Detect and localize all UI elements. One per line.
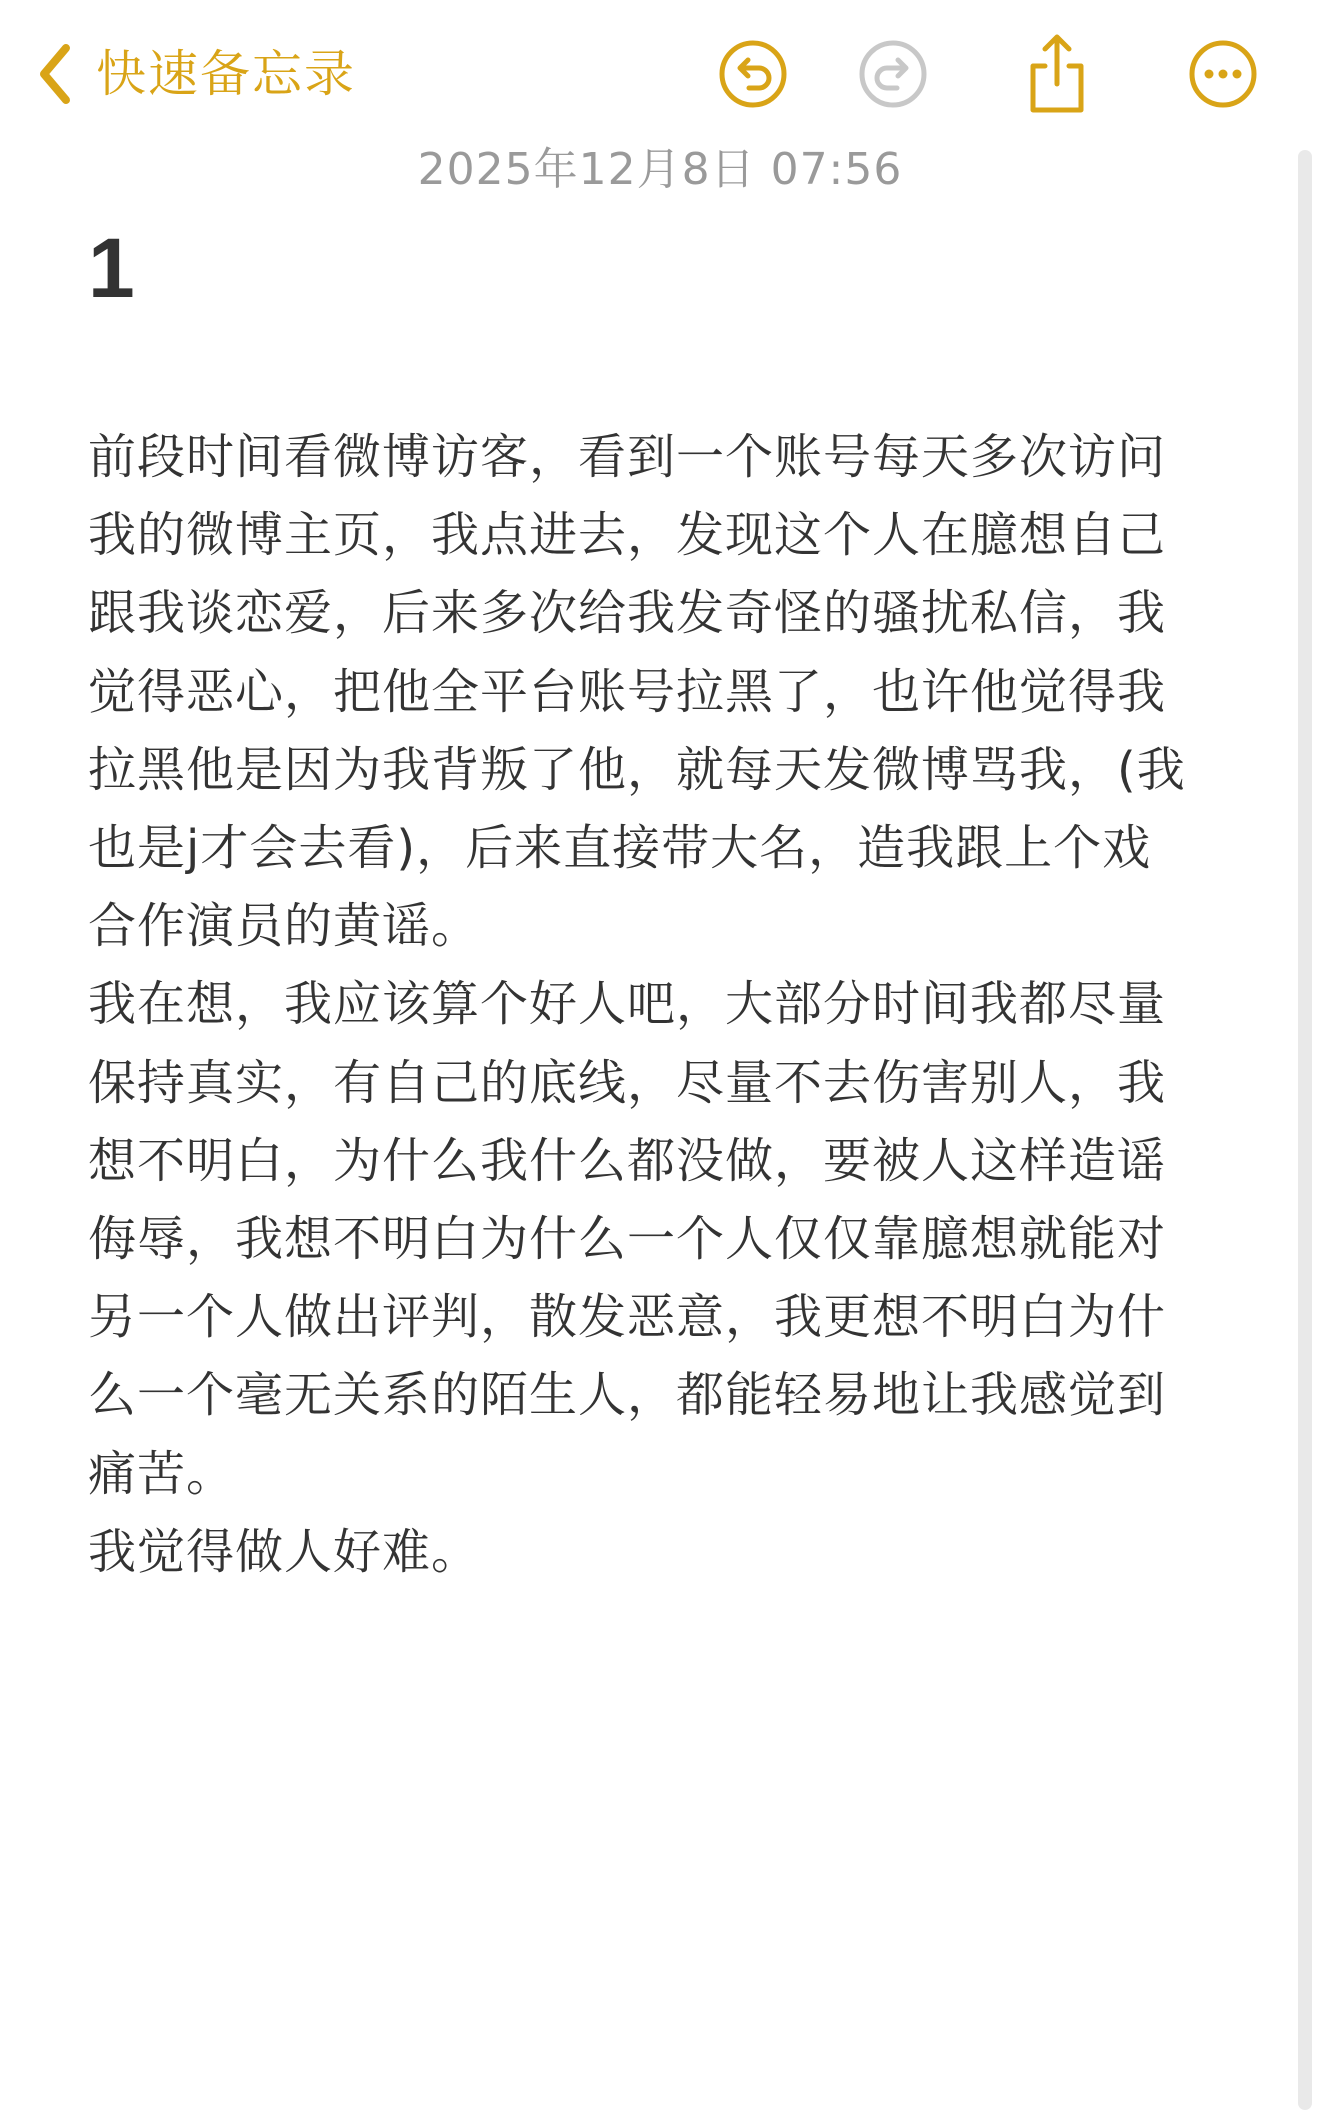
undo-button[interactable]	[717, 38, 789, 110]
redo-button[interactable]	[857, 38, 929, 110]
redo-icon	[857, 38, 929, 110]
note-title[interactable]: 1	[88, 221, 135, 315]
note-paragraph: 我觉得做人好难。	[88, 1523, 481, 1580]
note-toolbar	[0, 0, 1320, 150]
more-icon	[1187, 38, 1259, 110]
scrollbar[interactable]	[1298, 150, 1312, 2110]
note-paragraph: 前段时间看微博访客，看到一个账号每天多次访问 我的微博主页，我点进去，发现这个人在臆想自己 跟我谈恋爱，后来多次给我发奇怪的骚扰私信，我 觉得恶心，把他全平台账号拉黑了，也许他觉得我 拉黑他是因为我背叛了他，就每天发微博骂我，(我 也是j才会去看)，后来直接带大名，造我跟上个戏 合作演员的黄谣。	[88, 429, 1186, 955]
note-body[interactable]	[88, 418, 1218, 1591]
back-button[interactable]	[36, 38, 356, 110]
undo-icon	[717, 38, 789, 110]
more-button[interactable]	[1187, 38, 1259, 110]
note-date: 2025年12月8日 07:56	[417, 144, 903, 195]
note-paragraph: 我在想，我应该算个好人吧，大部分时间我都尽量 保持真实，有自己的底线，尽量不去伤害别人，我 想不明白，为什么我什么都没做，要被人这样造谣 侮辱，我想不明白为什么一个人仅仅靠臆想就能对 另一个人做出评判，散发恶意，我更想不明白为什 么一个毫无关系的陌生人，都能轻易地让我感觉到 痛苦。	[88, 976, 1167, 1502]
back-label: 快速备忘录	[96, 45, 356, 103]
share-icon	[1021, 32, 1093, 116]
share-button[interactable]	[1021, 32, 1093, 116]
chevron-left-icon	[36, 42, 76, 106]
